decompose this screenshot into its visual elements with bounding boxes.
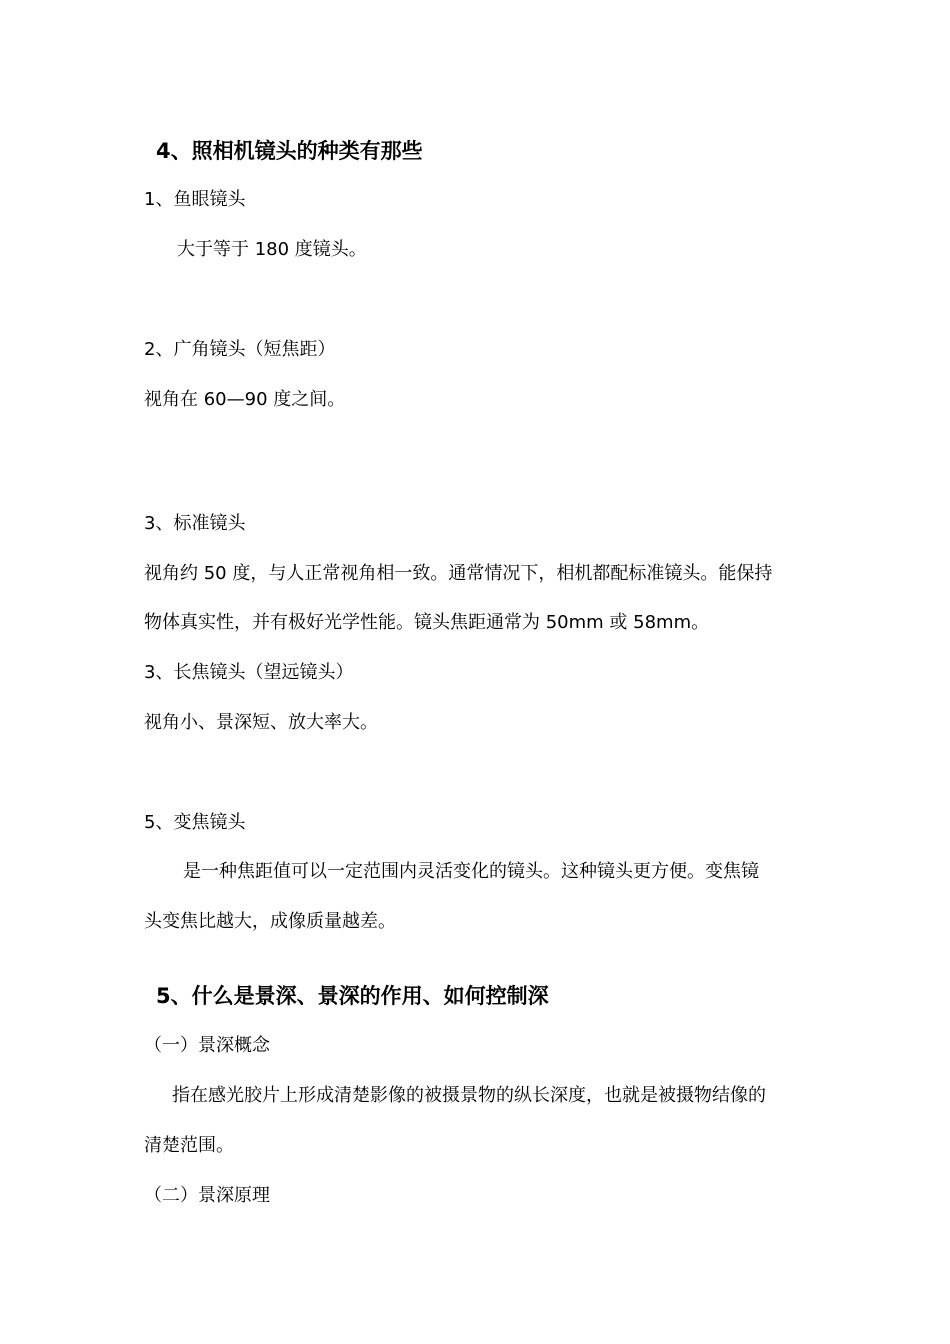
wide-angle-heading: 2、广角镜头（短焦距） [144,339,336,360]
fisheye-desc: 大于等于 180 度镜头。 [177,239,367,260]
section-4-title: 4、照相机镜头的种类有那些 [156,139,423,163]
dof-concept-heading: （一）景深概念 [144,1035,270,1056]
telephoto-desc: 视角小、景深短、放大率大。 [144,712,378,733]
zoom-heading: 5、变焦镜头 [144,812,246,833]
standard-heading: 3、标准镜头 [144,513,246,534]
standard-desc-line-1: 视角约 50 度，与人正常视角相一致。通常情况下，相机都配标准镜头。能保持 [144,563,773,584]
fisheye-heading: 1、鱼眼镜头 [144,189,246,210]
standard-desc-line-2: 物体真实性，并有极好光学性能。镜头焦距通常为 50mm 或 58mm。 [144,612,710,633]
dof-principle-heading: （二）景深原理 [144,1185,270,1206]
dof-concept-desc-line-1: 指在感光胶片上形成清楚影像的被摄景物的纵长深度，也就是被摄物结像的 [172,1085,766,1106]
wide-angle-desc: 视角在 60—90 度之间。 [144,389,346,410]
section-5-title: 5、什么是景深、景深的作用、如何控制深 [156,984,549,1008]
telephoto-heading: 3、长焦镜头（望远镜头） [144,662,354,683]
dof-concept-desc-line-2: 清楚范围。 [144,1135,234,1156]
zoom-desc-line-2: 头变焦比越大，成像质量越差。 [144,911,396,932]
zoom-desc-line-1: 是一种焦距值可以一定范围内灵活变化的镜头。这种镜头更方便。变焦镜 [183,861,759,882]
